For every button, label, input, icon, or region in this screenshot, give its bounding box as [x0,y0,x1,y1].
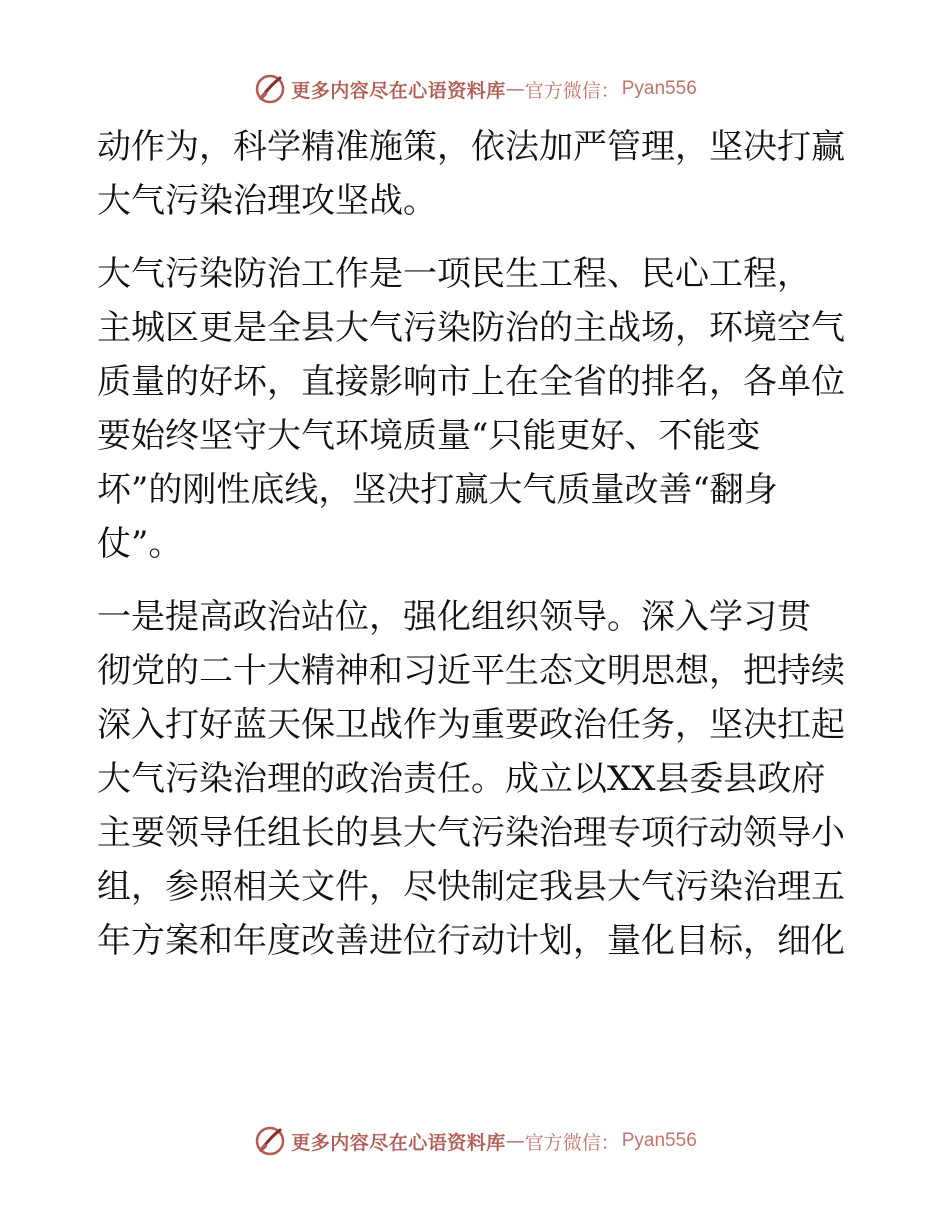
text-line: 一是提高政治站位，强化组织领导。深入学习贯 [97,597,811,637]
paragraph [97,120,857,228]
text-line: 仗”。 [97,524,183,564]
watermark-wechat-label: 官方微信： [524,1131,620,1154]
brush-circle-logo-icon [253,72,287,106]
text-line: 年方案和年度改善进位行动计划，量化目标，细化 [97,921,845,961]
watermark-main-text: 更多内容尽在心语资料库 [291,79,506,102]
watermark-main-text: 更多内容尽在心语资料库 [291,1131,506,1154]
watermark-wechat-id: Pyan556 [621,78,697,99]
header-watermark [0,72,950,106]
watermark-wechat-id: Pyan556 [621,1130,697,1151]
text-line: 大气污染治理的政治责任。成立以XX县委县政府 [97,759,826,799]
text-line: 质量的好坏，直接影响市上在全省的排名，各单位 [97,362,845,402]
text-line: 坏”的刚性底线，坚决打赢大气质量改善“翻身 [97,470,778,510]
watermark-dash: — [505,78,525,100]
document-body [97,120,857,968]
text-line: 主城区更是全县大气污染防治的主战场，环境空气 [97,308,845,348]
watermark-wechat-label: 官方微信： [524,79,620,102]
brush-circle-logo-icon [253,1124,287,1158]
paragraph [97,247,857,571]
text-line: 主要领导任组长的县大气污染治理专项行动领导小 [97,813,845,853]
text-line: 彻党的二十大精神和习近平生态文明思想，把持续 [97,651,845,691]
text-line: 组，参照相关文件，尽快制定我县大气污染治理五 [97,867,845,907]
watermark-dash: — [505,1130,525,1152]
footer-watermark [0,1124,950,1158]
text-line: 要始终坚守大气环境质量“只能更好、不能变 [97,416,761,456]
text-line: 大气污染治理攻坚战。 [97,181,437,221]
text-line: 深入打好蓝天保卫战作为重要政治任务，坚决扛起 [97,705,845,745]
paragraph [97,590,857,968]
text-line: 大气污染防治工作是一项民生工程、民心工程， [97,254,811,294]
text-line: 动作为，科学精准施策，依法加严管理，坚决打赢 [97,127,845,167]
